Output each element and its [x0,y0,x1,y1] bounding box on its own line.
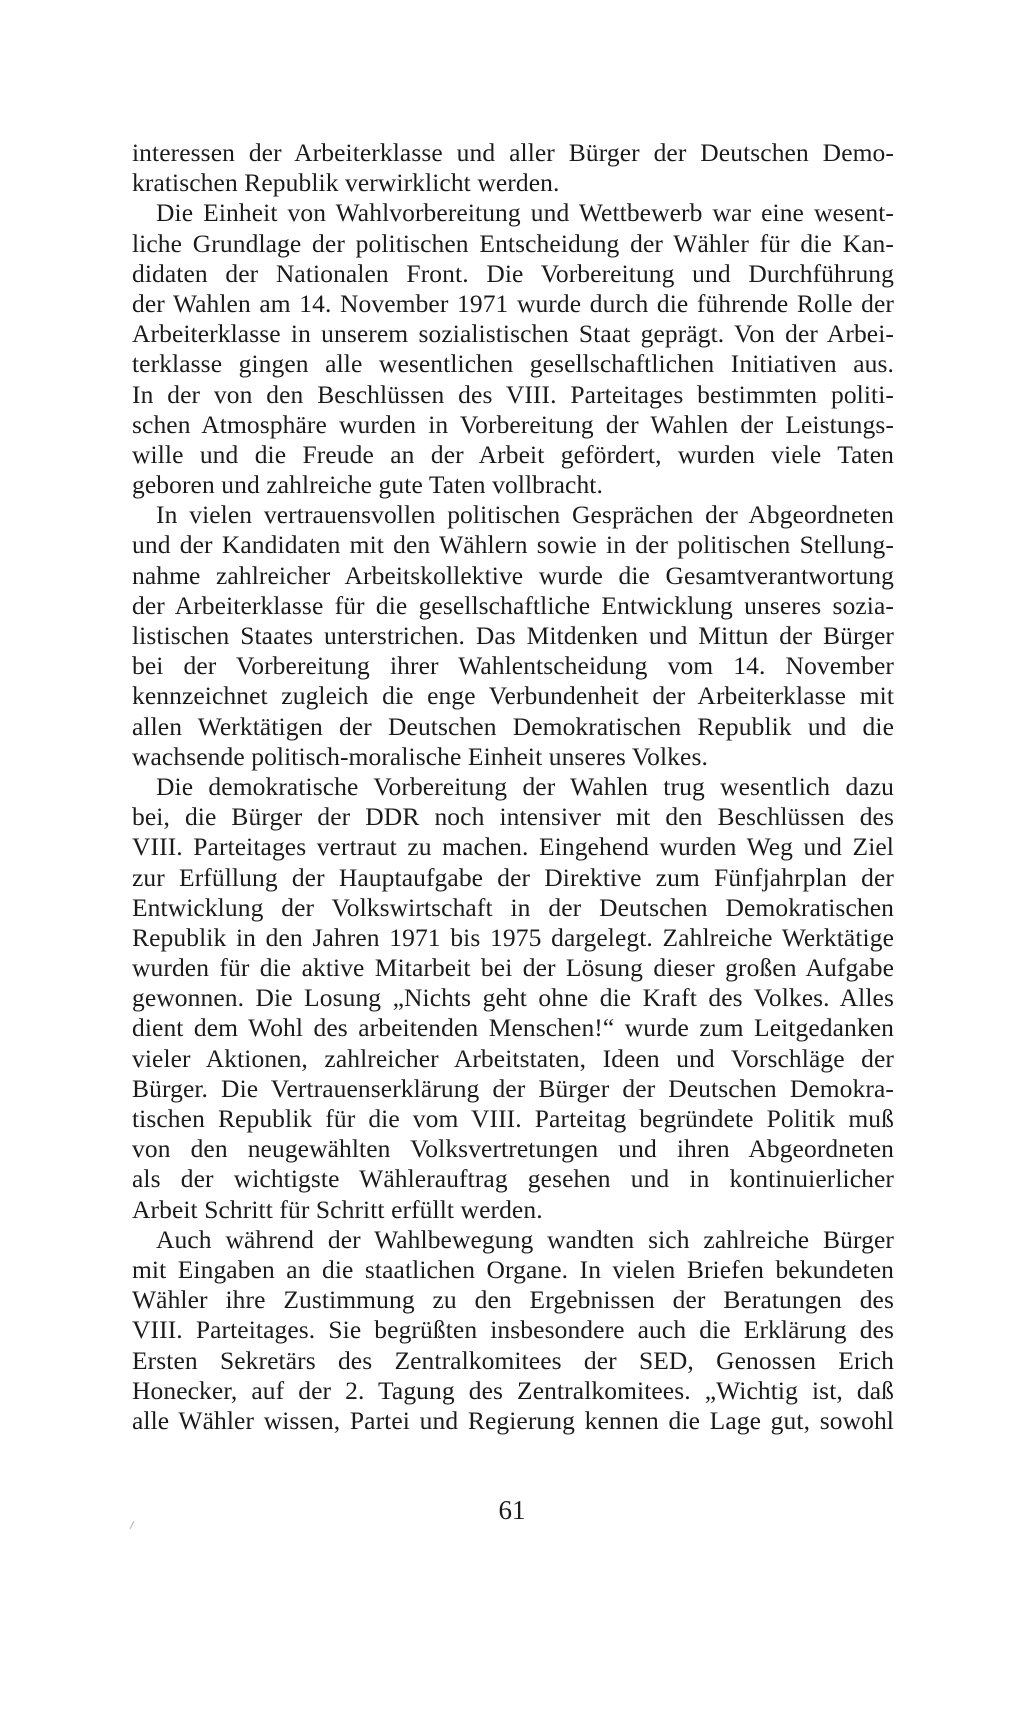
text-line: tischen Republik für die vom VIII. Parteitag begründete Politik muß [132,1104,894,1133]
text-line: mit Eingaben an die staatlichen Organe. In vielen Briefen bekundeten [132,1254,894,1284]
text-line: wachsende politisch-moralische Einheit unseres Volkes. [132,741,708,771]
text-line: dient dem Wohl des arbeitenden Menschen!“ wurde zum Leitgedanken [132,1013,894,1043]
text-line: Entwicklung der Volkswirtschaft in der Deutschen Demokratischen [132,892,894,922]
text-line: alle Wähler wissen, Partei und Regierung kennen die Lage gut, sowohl [132,1405,894,1435]
text-line: von den neugewählten Volksvertretungen und ihren Abgeordneten [132,1134,894,1164]
text-line: Ersten Sekretärs des Zentralkomitees der SED, Genossen Erich [132,1345,894,1375]
pencil-mark-icon [128,1520,136,1530]
text-line: vieler Aktionen, zahlreicher Arbeitstaten, Ideen und Vorschläge der [132,1043,894,1073]
text-line: und der Kandidaten mit den Wählern sowie in der politischen Stellung- [132,530,894,560]
text-line: terklasse gingen alle wesentlichen gesellschaftlichen Initiativen aus. [132,349,894,379]
text-line: liche Grundlage der politischen Entscheidung der Wähler für die Kan- [132,228,894,258]
text-line: zur Erfüllung der Hauptaufgabe der Direktive zum Fünfjahrplan der [132,862,894,892]
text-line: nahme zahlreicher Arbeitskollektive wurde die Gesamtverantwortung [132,560,894,590]
text-line: der Arbeiterklasse für die gesellschaftliche Entwicklung unseres sozia- [132,590,894,620]
body-text [132,138,894,1436]
text-line: Arbeit Schritt für Schritt erfüllt werden. [132,1194,543,1224]
text-line: interessen der Arbeiterklasse und aller Bürger der Deutschen Demo- [132,138,894,167]
text-line: gewonnen. Die Losung „Nichts geht ohne die Kraft des Volkes. Alles [132,983,894,1013]
text-line: Wähler ihre Zustimmung zu den Ergebnissen der Beratungen des [132,1285,894,1315]
text-line: Honecker, auf der 2. Tagung des Zentralkomitees. „Wichtig ist, daß [132,1375,894,1405]
text-line: In vielen vertrauensvollen politischen Gesprächen der Abgeordneten [156,500,894,530]
text-line: didaten der Nationalen Front. Die Vorbereitung und Durchführung [132,258,894,288]
text-line: VIII. Parteitages. Sie begrüßten insbesondere auch die Erklärung des [132,1315,894,1345]
text-line: In der von den Beschlüssen des VIII. Parteitages bestimmten politi- [132,379,894,409]
text-line: Die demokratische Vorbereitung der Wahlen trug wesentlich dazu [156,771,894,801]
text-line: wille und die Freude an der Arbeit gefördert, wurden viele Taten [132,439,894,469]
page-number: 61 [498,1495,526,1525]
text-line: der Wahlen am 14. November 1971 wurde durch die führende Rolle der [132,288,894,318]
text-line: schen Atmosphäre wurden in Vorbereitung der Wahlen der Leistungs- [132,409,894,439]
text-line: Arbeiterklasse in unserem sozialistischen Staat geprägt. Von der Arbei- [132,319,894,349]
text-line: wurden für die aktive Mitarbeit bei der Lösung dieser großen Aufgabe [132,953,894,983]
text-line: Republik in den Jahren 1971 bis 1975 dargelegt. Zahlreiche Werktätige [132,922,894,952]
text-line: Auch während der Wahlbewegung wandten sich zahlreiche Bürger [156,1224,894,1254]
text-line: kratischen Republik verwirklicht werden. [132,168,560,198]
text-line: bei, die Bürger der DDR noch intensiver mit den Beschlüssen des [132,802,894,832]
text-line: listischen Staates unterstrichen. Das Mitdenken und Mittun der Bürger [132,621,894,650]
text-line: kennzeichnet zugleich die enge Verbundenheit der Arbeiterklasse mit [132,681,894,711]
text-line: als der wichtigste Wählerauftrag gesehen und in kontinuierlicher [132,1164,894,1194]
text-line: geboren und zahlreiche gute Taten vollbracht. [132,470,603,500]
text-line: Bürger. Die Vertrauenserklärung der Bürger der Deutschen Demokra- [132,1073,894,1103]
text-line: bei der Vorbereitung ihrer Wahlentscheidung vom 14. November [132,651,894,681]
text-line: allen Werktätigen der Deutschen Demokratischen Republik und die [132,711,894,741]
text-line: Die Einheit von Wahlvorbereitung und Wettbewerb war eine wesent- [156,198,894,228]
text-line: VIII. Parteitages vertraut zu machen. Eingehend wurden Weg und Ziel [132,832,894,862]
